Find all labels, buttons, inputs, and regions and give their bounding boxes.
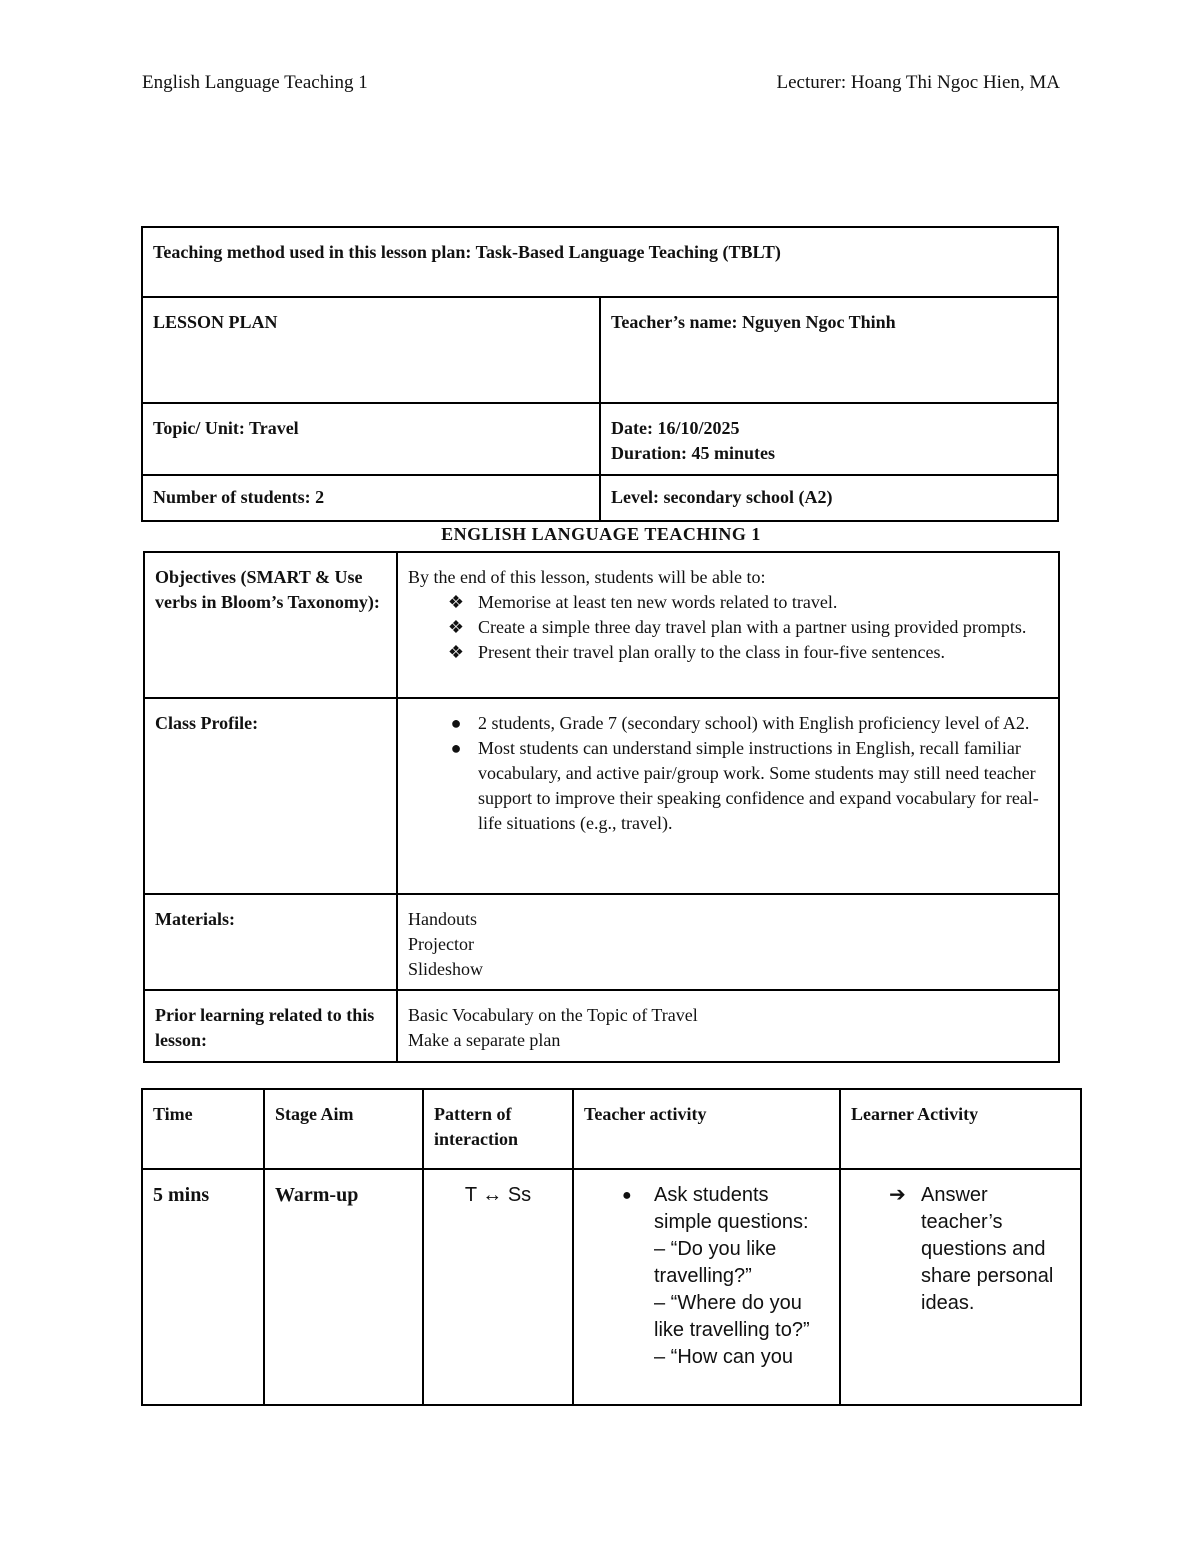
learner-activity-text: Answer teacher’s questions and share personal ideas. [921,1184,1054,1314]
teacher-name: Teacher’s name: Nguyen Ngoc Thinh [611,312,896,332]
objective-item: ❖ Memorise at least ten new words related to travel. [408,590,1048,615]
page-header [142,72,1060,94]
pattern-cell [423,1169,573,1405]
lesson-details-table [143,551,1060,1063]
topic: Topic/ Unit: Travel [153,418,299,438]
procedure-table [141,1088,1082,1406]
interaction-pattern: T ↔ Ss [464,1184,532,1206]
level-cell [600,475,1058,521]
teacher-cell [600,297,1058,403]
dot-bullet-icon: ● [450,713,462,733]
material-item: Projector [408,934,474,954]
class-profile-item: ● 2 students, Grade 7 (secondary school) with English proficiency level of A2. [408,711,1048,736]
topic-cell [142,403,600,475]
lesson-plan-label: LESSON PLAN [153,312,278,332]
objectives-intro: By the end of this lesson, students will be able to: [408,567,766,587]
students-cell [142,475,600,521]
class-profile-label-cell [144,698,397,894]
column-header: Learner Activity [840,1089,1081,1169]
section-title: ENGLISH LANGUAGE TEACHING 1 [441,524,761,544]
prior-learning-label: Prior learning related to this lesson: [155,1005,375,1050]
prior-item: Basic Vocabulary on the Topic of Travel [408,1005,698,1025]
arrow-right-icon: ➔ [889,1184,906,1206]
objectives-content-cell [397,552,1059,698]
column-header: Stage Aim [264,1089,423,1169]
objective-item: ❖ Present their travel plan orally to the class in four-five sentences. [408,640,1048,665]
materials-content-cell [397,894,1059,990]
column-header: Teacher activity [573,1089,840,1169]
date-cell [600,403,1058,475]
header-course: English Language Teaching 1 [142,72,368,93]
stage-time: 5 mins [153,1184,210,1206]
teacher-activity-cell [573,1169,840,1405]
class-profile-list [408,711,1048,836]
number-of-students: Number of students: 2 [153,487,325,507]
lesson-duration: Duration: 45 minutes [611,443,776,463]
prior-content-cell [397,990,1059,1062]
objectives-label: Objectives (SMART & Use verbs in Bloom’s Taxonomy): [155,567,380,612]
dot-bullet-icon: ● [622,1187,632,1204]
column-header: Time [142,1089,264,1169]
materials-label-cell [144,894,397,990]
material-item: Slideshow [408,959,484,979]
lesson-date: Date: 16/10/2025 [611,418,740,438]
time-cell [142,1169,264,1405]
objectives-list [408,590,1048,665]
diamond-bullet-icon: ❖ [447,592,465,612]
objective-item: ❖ Create a simple three day travel plan with a partner using provided prompts. [408,615,1048,640]
objectives-label-cell [144,552,397,698]
procedure-row [142,1169,1081,1405]
diamond-bullet-icon: ❖ [447,642,465,662]
column-header: Pattern of interaction [423,1089,573,1169]
learner-activity-cell [840,1169,1081,1405]
materials-label: Materials: [155,909,235,929]
level: Level: secondary school (A2) [611,487,833,507]
lesson-info-table [141,226,1059,522]
teacher-activity-item: ● Ask students simple questions: – “Do you like travelling?” – “Where do you like travelling to?” – “How can you [622,1184,810,1368]
dot-bullet-icon: ● [450,738,462,758]
class-profile-content-cell [397,698,1059,894]
prior-item: Make a separate plan [408,1030,561,1050]
material-item: Handouts [408,909,477,929]
class-profile-label: Class Profile: [155,713,259,733]
lesson-plan-cell [142,297,600,403]
header-lecturer: Lecturer: Hoang Thi Ngoc Hien, MA [776,72,1060,93]
method-cell [142,227,1058,297]
procedure-header-row [142,1089,1081,1169]
diamond-bullet-icon: ❖ [447,617,465,637]
teaching-method: Teaching method used in this lesson plan: Task-Based Language Teaching (TBLT) [153,242,781,262]
stage-cell [264,1169,423,1405]
class-profile-item: ● Most students can understand simple instructions in English, recall familiar vocabulary, and active pair/group work. Some students may still need teacher support to improve their speaking confidence and expand vocabulary for real-life situations (e.g., travel). [408,736,1048,836]
teacher-activity-list [584,1182,829,1371]
stage-aim: Warm-up [275,1184,359,1206]
prior-label-cell [144,990,397,1062]
learner-activity-item [851,1182,1070,1317]
